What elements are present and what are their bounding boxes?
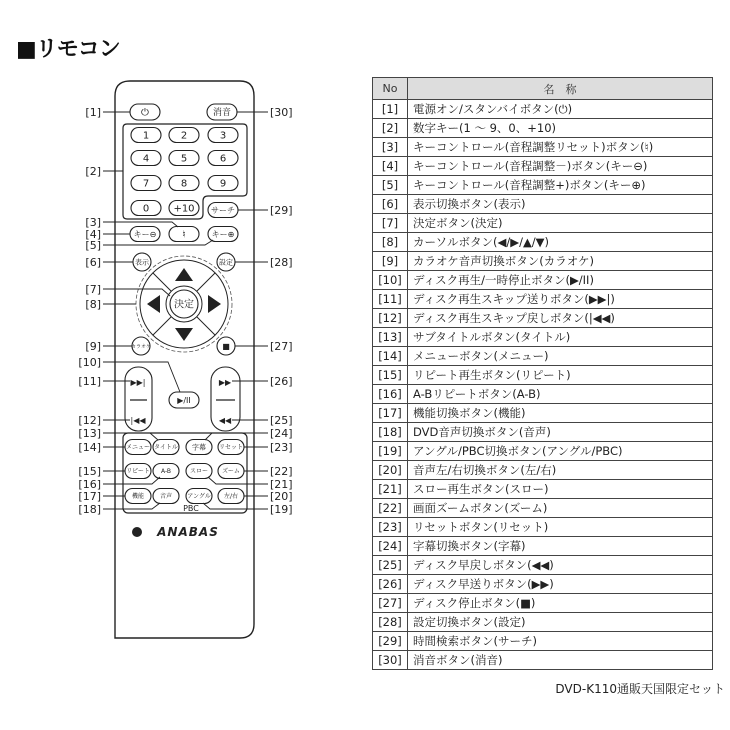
table-row bbox=[373, 309, 713, 328]
button-label: 字幕 bbox=[192, 443, 206, 452]
callout-label: [26] bbox=[270, 375, 293, 388]
search-button[interactable] bbox=[208, 203, 238, 218]
row-number: [7] bbox=[373, 214, 408, 233]
callout-label: [6] bbox=[85, 256, 101, 269]
product-caption: DVD-K110通販天国限定セット bbox=[555, 682, 725, 696]
table-row bbox=[373, 404, 713, 423]
karaoke-button[interactable] bbox=[131, 337, 151, 355]
button-label: ▶▶ bbox=[218, 377, 232, 387]
button-label: 2 bbox=[180, 130, 188, 142]
ff-button[interactable] bbox=[219, 378, 232, 387]
row-name: スロー再生ボタン(スロー) bbox=[408, 480, 713, 499]
table-row bbox=[373, 442, 713, 461]
table-row bbox=[373, 233, 713, 252]
button-label: ズーム bbox=[222, 468, 240, 476]
row-number: [27] bbox=[373, 594, 408, 613]
callout-label: [28] bbox=[270, 256, 293, 269]
button-label: 6 bbox=[219, 153, 227, 165]
table-row bbox=[373, 119, 713, 138]
row-name: A-Bリピートボタン(A-B) bbox=[408, 385, 713, 404]
n1-button[interactable] bbox=[131, 128, 161, 143]
row-number: [1] bbox=[373, 100, 408, 119]
button-label: 9 bbox=[219, 178, 227, 190]
row-number: [23] bbox=[373, 518, 408, 537]
row-number: [6] bbox=[373, 195, 408, 214]
row-number: [26] bbox=[373, 575, 408, 594]
n9-button[interactable] bbox=[208, 176, 238, 191]
key-plus-button[interactable] bbox=[208, 227, 238, 242]
button-label: 7 bbox=[142, 178, 150, 190]
button-label: 5 bbox=[180, 153, 188, 165]
callout-label: [19] bbox=[270, 503, 293, 516]
button-label: タイトル bbox=[154, 444, 178, 452]
plus10-button[interactable] bbox=[169, 201, 199, 216]
row-number: [8] bbox=[373, 233, 408, 252]
button-label: リセット bbox=[219, 444, 243, 452]
function-button[interactable] bbox=[125, 489, 151, 504]
enter-button[interactable] bbox=[170, 290, 198, 318]
row-name: リピート再生ボタン(リピート) bbox=[408, 366, 713, 385]
button-label: A-B bbox=[160, 468, 172, 476]
button-label: キー⊖ bbox=[133, 229, 157, 239]
table-row bbox=[373, 461, 713, 480]
row-number: [25] bbox=[373, 556, 408, 575]
callout-label: [4] bbox=[85, 228, 101, 241]
table-row bbox=[373, 100, 713, 119]
callout-label: [3] bbox=[85, 216, 101, 229]
display-button[interactable] bbox=[133, 253, 151, 271]
row-name: ディスク停止ボタン(■) bbox=[408, 594, 713, 613]
button-label: 0 bbox=[142, 203, 150, 215]
button-label: ▶▶| bbox=[130, 377, 146, 387]
n8-button[interactable] bbox=[169, 176, 199, 191]
table-row bbox=[373, 138, 713, 157]
button-label: ◀◀ bbox=[218, 415, 232, 425]
row-name: サブタイトルボタン(タイトル) bbox=[408, 328, 713, 347]
callout-label: [13] bbox=[78, 427, 101, 440]
row-name: DVD音声切換ボタン(音声) bbox=[408, 423, 713, 442]
button-label: カラオケ bbox=[131, 343, 151, 350]
column-header-no: No bbox=[373, 78, 408, 100]
button-label: アングル bbox=[187, 493, 211, 501]
button-label: 1 bbox=[142, 130, 150, 142]
repeat-button[interactable] bbox=[125, 464, 151, 479]
row-name: メニューボタン(メニュー) bbox=[408, 347, 713, 366]
audio-button[interactable] bbox=[153, 489, 179, 504]
callout-label: [17] bbox=[78, 490, 101, 503]
button-label: 設定 bbox=[219, 258, 233, 267]
button-label: 8 bbox=[180, 178, 188, 190]
power-button[interactable] bbox=[130, 104, 160, 120]
title-button[interactable] bbox=[153, 440, 179, 455]
row-name: ディスク早戻しボタン(◀◀) bbox=[408, 556, 713, 575]
button-label: 音声 bbox=[159, 493, 173, 501]
table-row bbox=[373, 252, 713, 271]
next-button[interactable] bbox=[131, 378, 146, 387]
button-label: 3 bbox=[219, 130, 227, 142]
callout-label: [22] bbox=[270, 465, 293, 478]
row-name: 設定切換ボタン(設定) bbox=[408, 613, 713, 632]
n0-button[interactable] bbox=[131, 201, 161, 216]
callout-label: [16] bbox=[78, 478, 101, 491]
row-name: ディスク再生/一時停止ボタン(▶/II) bbox=[408, 271, 713, 290]
menu-button[interactable] bbox=[125, 440, 151, 455]
n2-button[interactable] bbox=[169, 128, 199, 143]
prev-button[interactable] bbox=[131, 416, 147, 425]
row-number: [19] bbox=[373, 442, 408, 461]
n7-button[interactable] bbox=[131, 176, 161, 191]
row-name: ディスク早送りボタン(▶▶) bbox=[408, 575, 713, 594]
callout-label: [25] bbox=[270, 414, 293, 427]
row-number: [21] bbox=[373, 480, 408, 499]
column-header-name: 名 称 bbox=[408, 78, 713, 100]
row-name: カラオケ音声切換ボタン(カラオケ) bbox=[408, 252, 713, 271]
table-row bbox=[373, 347, 713, 366]
table-row bbox=[373, 613, 713, 632]
row-number: [17] bbox=[373, 404, 408, 423]
button-name-table bbox=[372, 77, 713, 670]
row-name: 音声左/右切換ボタン(左/右) bbox=[408, 461, 713, 480]
row-number: [16] bbox=[373, 385, 408, 404]
row-number: [2] bbox=[373, 119, 408, 138]
row-number: [18] bbox=[373, 423, 408, 442]
svg-text:ANABAS: ANABAS bbox=[157, 525, 219, 539]
row-number: [22] bbox=[373, 499, 408, 518]
row-name: キーコントロール(音程調整+)ボタン(キー⊕) bbox=[408, 176, 713, 195]
button-label: ♮ bbox=[182, 229, 186, 241]
callout-label: [27] bbox=[270, 340, 293, 353]
row-name: 決定ボタン(決定) bbox=[408, 214, 713, 233]
row-name: 電源オン/スタンバイボタン(⏻) bbox=[408, 100, 713, 119]
row-number: [29] bbox=[373, 632, 408, 651]
table-row bbox=[373, 176, 713, 195]
row-number: [30] bbox=[373, 651, 408, 670]
table-row bbox=[373, 157, 713, 176]
button-label: リピート bbox=[126, 468, 150, 476]
callout-label: [18] bbox=[78, 503, 101, 516]
button-label: 表示 bbox=[135, 258, 149, 267]
row-name: ディスク再生スキップ送りボタン(▶▶|) bbox=[408, 290, 713, 309]
callout-label: [1] bbox=[85, 106, 101, 119]
callout-label: [10] bbox=[78, 356, 101, 369]
row-name: 消音ボタン(消音) bbox=[408, 651, 713, 670]
row-name: キーコントロール(音程調整リセット)ボタン(♮) bbox=[408, 138, 713, 157]
table-row bbox=[373, 518, 713, 537]
row-number: [10] bbox=[373, 271, 408, 290]
callout-label: [7] bbox=[85, 283, 101, 296]
setup-button[interactable] bbox=[217, 253, 235, 271]
mute-button[interactable] bbox=[207, 104, 237, 120]
row-name: 表示切換ボタン(表示) bbox=[408, 195, 713, 214]
button-label: 左/右 bbox=[223, 493, 239, 501]
table-row bbox=[373, 537, 713, 556]
row-number: [3] bbox=[373, 138, 408, 157]
play-pause-button[interactable] bbox=[169, 392, 199, 408]
row-name: キーコントロール(音程調整－)ボタン(キー⊖) bbox=[408, 157, 713, 176]
table-row bbox=[373, 214, 713, 233]
row-name: 数字キー(1 ～ 9、0、+10) bbox=[408, 119, 713, 138]
table-row bbox=[373, 632, 713, 651]
button-label: ■ bbox=[222, 341, 230, 351]
table-row bbox=[373, 575, 713, 594]
table-row bbox=[373, 480, 713, 499]
table-row bbox=[373, 290, 713, 309]
button-label: 消音 bbox=[212, 108, 232, 119]
button-label: 機能 bbox=[131, 493, 145, 501]
row-name: 機能切換ボタン(機能) bbox=[408, 404, 713, 423]
callout-label: [8] bbox=[85, 298, 101, 311]
callout-label: [20] bbox=[270, 490, 293, 503]
table-row bbox=[373, 499, 713, 518]
table-row bbox=[373, 556, 713, 575]
n4-button[interactable] bbox=[131, 151, 161, 166]
n3-button[interactable] bbox=[208, 128, 238, 143]
table-row bbox=[373, 594, 713, 613]
row-name: カーソルボタン(◀/▶/▲/▼) bbox=[408, 233, 713, 252]
button-label: |◀◀ bbox=[130, 415, 146, 425]
row-name: 字幕切換ボタン(字幕) bbox=[408, 537, 713, 556]
callout-label: [2] bbox=[85, 165, 101, 178]
table-row bbox=[373, 271, 713, 290]
subtitle-button[interactable] bbox=[186, 440, 212, 455]
callout-label: [9] bbox=[85, 340, 101, 353]
row-name: アングル/PBC切換ボタン(アングル/PBC) bbox=[408, 442, 713, 461]
n6-button[interactable] bbox=[208, 151, 238, 166]
stop-button[interactable] bbox=[217, 337, 235, 355]
key-reset-button[interactable] bbox=[169, 227, 199, 242]
row-number: [9] bbox=[373, 252, 408, 271]
section-title: ■リモコン bbox=[16, 37, 120, 62]
callout-label: [11] bbox=[78, 375, 101, 388]
row-number: [20] bbox=[373, 461, 408, 480]
ab-button[interactable] bbox=[153, 464, 179, 479]
angle-button[interactable] bbox=[186, 489, 212, 504]
button-label: サーチ bbox=[211, 205, 235, 215]
callout-label: [14] bbox=[78, 441, 101, 454]
row-number: [28] bbox=[373, 613, 408, 632]
callout-label: [30] bbox=[270, 106, 293, 119]
row-number: [13] bbox=[373, 328, 408, 347]
row-name: 時間検索ボタン(サーチ) bbox=[408, 632, 713, 651]
rew-button[interactable] bbox=[219, 416, 232, 425]
button-label: ▶/II bbox=[177, 395, 191, 405]
table-row bbox=[373, 195, 713, 214]
button-label: メニュー bbox=[125, 444, 151, 452]
row-number: [4] bbox=[373, 157, 408, 176]
slow-button[interactable] bbox=[186, 464, 212, 479]
row-number: [11] bbox=[373, 290, 408, 309]
row-number: [12] bbox=[373, 309, 408, 328]
reset-button[interactable] bbox=[218, 440, 244, 455]
callout-label: [5] bbox=[85, 239, 101, 252]
table-row bbox=[373, 423, 713, 442]
row-number: [24] bbox=[373, 537, 408, 556]
callout-label: [23] bbox=[270, 441, 293, 454]
callout-label: [24] bbox=[270, 427, 293, 440]
table-row bbox=[373, 328, 713, 347]
button-label: 4 bbox=[142, 153, 150, 165]
button-label: スロー bbox=[189, 468, 209, 476]
button-label: ⏻ bbox=[141, 107, 149, 119]
button-label: +10 bbox=[173, 203, 195, 215]
table-row bbox=[373, 651, 713, 670]
button-label: キー⊕ bbox=[211, 229, 235, 239]
callout-label: [12] bbox=[78, 414, 101, 427]
button-label: 決定 bbox=[174, 299, 194, 311]
table-row bbox=[373, 385, 713, 404]
row-name: 画面ズームボタン(ズーム) bbox=[408, 499, 713, 518]
remote-control-diagram bbox=[0, 0, 300, 700]
zoom-button[interactable] bbox=[218, 464, 244, 479]
row-number: [14] bbox=[373, 347, 408, 366]
row-name: リセットボタン(リセット) bbox=[408, 518, 713, 537]
callout-label: [15] bbox=[78, 465, 101, 478]
callout-label: [29] bbox=[270, 204, 293, 217]
row-number: [15] bbox=[373, 366, 408, 385]
pbc-label: PBC bbox=[183, 504, 199, 513]
n5-button[interactable] bbox=[169, 151, 199, 166]
key-minus-button[interactable] bbox=[130, 227, 160, 242]
callout-label: [21] bbox=[270, 478, 293, 491]
table-row bbox=[373, 366, 713, 385]
row-number: [5] bbox=[373, 176, 408, 195]
lr-button[interactable] bbox=[218, 489, 244, 504]
row-name: ディスク再生スキップ戻しボタン(|◀◀) bbox=[408, 309, 713, 328]
